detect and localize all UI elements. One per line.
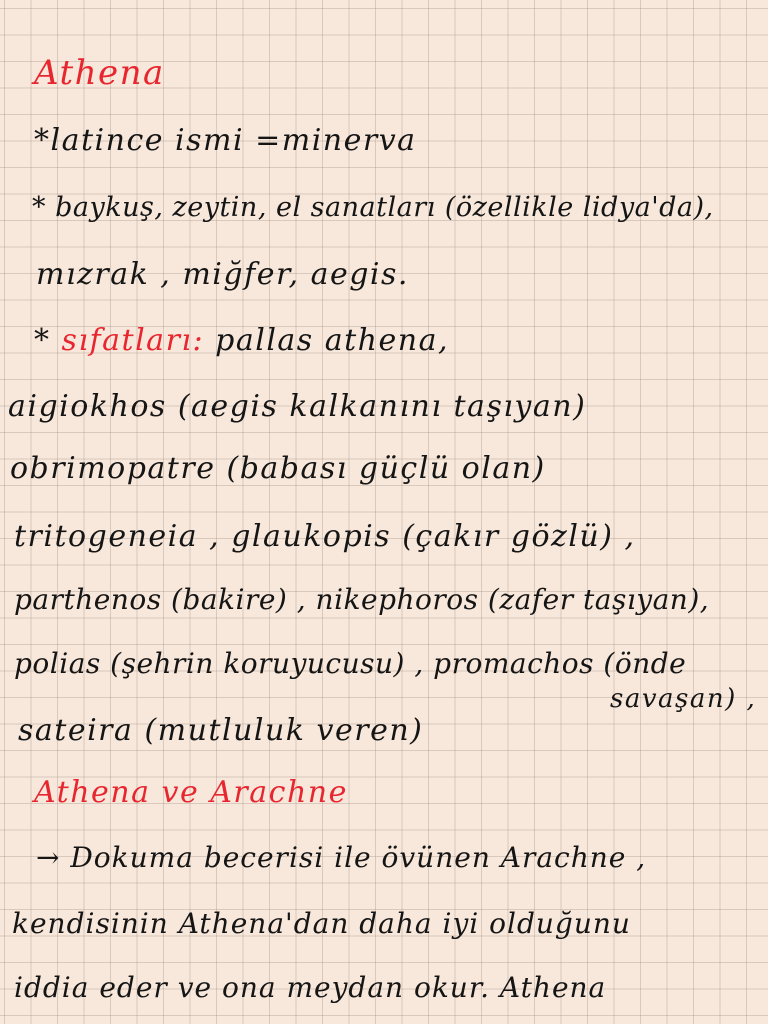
note-line-sateira: sateira (mutluluk veren) — [18, 713, 424, 748]
section-line-1: → Dokuma becerisi ile övünen Arachne , — [36, 841, 647, 874]
note-line-symbols-cont: mızrak , miğfer, aegis. — [36, 257, 409, 292]
note-line-polias-cont: savaşan) , — [610, 684, 757, 714]
note-line-symbols: * baykuş, zeytin, el sanatları (özellikle lidya'da), — [32, 192, 714, 223]
note-line-obrimopatre: obrimopatre (babası güçlü olan) — [10, 451, 546, 486]
note-line-tritogeneia: tritogeneia , glaukopis (çakır gözlü) , — [14, 519, 636, 554]
epithets-label: sıfatları: — [61, 323, 205, 358]
epithet-pallas: pallas athena, — [204, 323, 450, 358]
note-line-parthenos: parthenos (bakire) , nikephoros (zafer taşıyan), — [14, 583, 710, 616]
note-line-epithets — [34, 323, 450, 358]
section-line-2: kendisinin Athena'dan daha iyi olduğunu — [12, 907, 631, 940]
note-title: Athena — [34, 53, 165, 93]
note-line-latin-name: *latince ismi =minerva — [34, 123, 417, 158]
note-line-polias: polias (şehrin koruyucusu) , promachos (önde — [14, 647, 687, 680]
section-line-3: iddia eder ve ona meydan okur. Athena — [14, 971, 607, 1004]
note-line-aigiokhos: aigiokhos (aegis kalkanını taşıyan) — [8, 389, 587, 424]
bullet-star: * — [34, 323, 62, 358]
section-title: Athena ve Arachne — [34, 775, 348, 810]
